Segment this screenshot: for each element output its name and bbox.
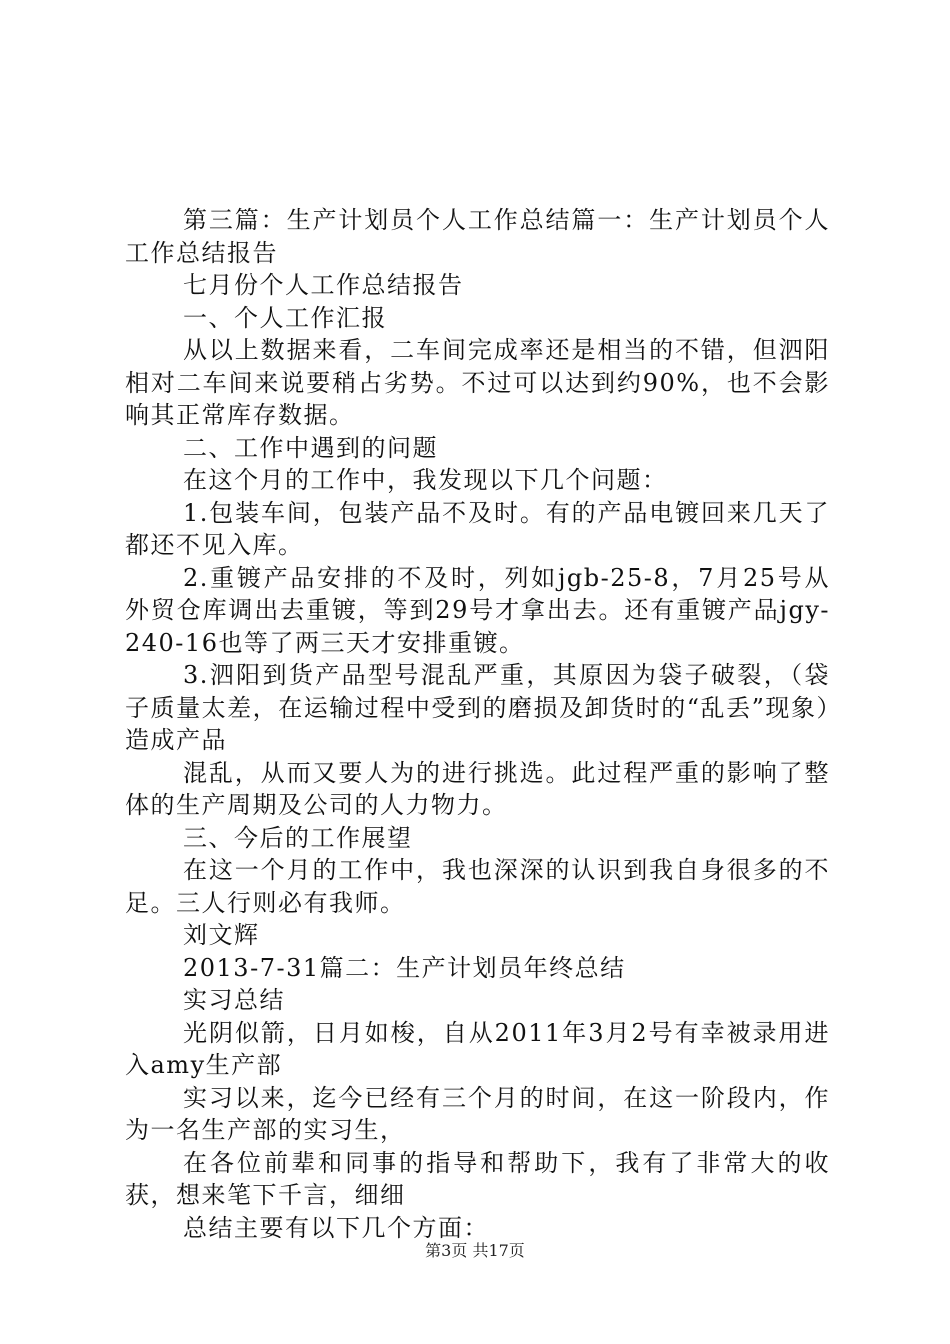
section-heading-1: 一、个人工作汇报	[183, 303, 387, 332]
subtitle: 实习总结	[183, 986, 285, 1014]
paragraph-title: 第三篇：生产计划员个人工作总结篇一：生产计划员个人工作总结报告	[125, 206, 830, 267]
list-item-3: 3.泗阳到货产品型号混乱严重，其原因为袋子破裂，（袋子质量太差，在运输过程中受到的磨损及卸货时的“乱丢”现象）造成产品	[125, 661, 830, 754]
paragraph: 从以上数据来看，二车间完成率还是相当的不错，但泗阳相对二车间来说要稍占劣势。不过可以达到约90%，也不会影响其正常库存数据。	[125, 336, 830, 429]
paragraph: 混乱，从而又要人为的进行挑选。此过程严重的影响了整体的生产周期及公司的人力物力。	[125, 758, 830, 819]
paragraph: 光阴似箭，日月如梭，自从2011年3月2号有幸被录用进入amy生产部	[125, 1018, 830, 1079]
date-and-next-title: 2013-7-31篇二：生产计划员年终总结	[183, 953, 626, 982]
author-name: 刘文辉	[183, 921, 260, 949]
section-heading-3: 三、今后的工作展望	[183, 823, 413, 852]
section-heading-2: 二、工作中遇到的问题	[183, 433, 438, 462]
paragraph: 总结主要有以下几个方面：	[183, 1213, 489, 1242]
paragraph-report-title: 七月份个人工作总结报告	[183, 271, 464, 299]
document-body	[125, 204, 830, 1244]
paragraph: 在这个月的工作中，我发现以下几个问题：	[183, 466, 668, 494]
paragraph: 实习以来，迄今已经有三个月的时间，在这一阶段内，作为一名生产部的实习生，	[125, 1083, 830, 1144]
page-number-footer: 第3页 共17页	[425, 1241, 525, 1260]
paragraph: 在这一个月的工作中，我也深深的认识到我自身很多的不足。三人行则必有我师。	[125, 856, 830, 917]
list-item-1: 1.包装车间，包装产品不及时。有的产品电镀回来几天了都还不见入库。	[125, 498, 830, 559]
list-item-2: 2.重镀产品安排的不及时，列如jgb-25-8，7月25号从外贸仓库调出去重镀，等到29号才拿出去。还有重镀产品jgy-240-16也等了两三天才安排重镀。	[125, 563, 830, 657]
paragraph: 在各位前辈和同事的指导和帮助下，我有了非常大的收获，想来笔下千言，细细	[125, 1148, 830, 1209]
